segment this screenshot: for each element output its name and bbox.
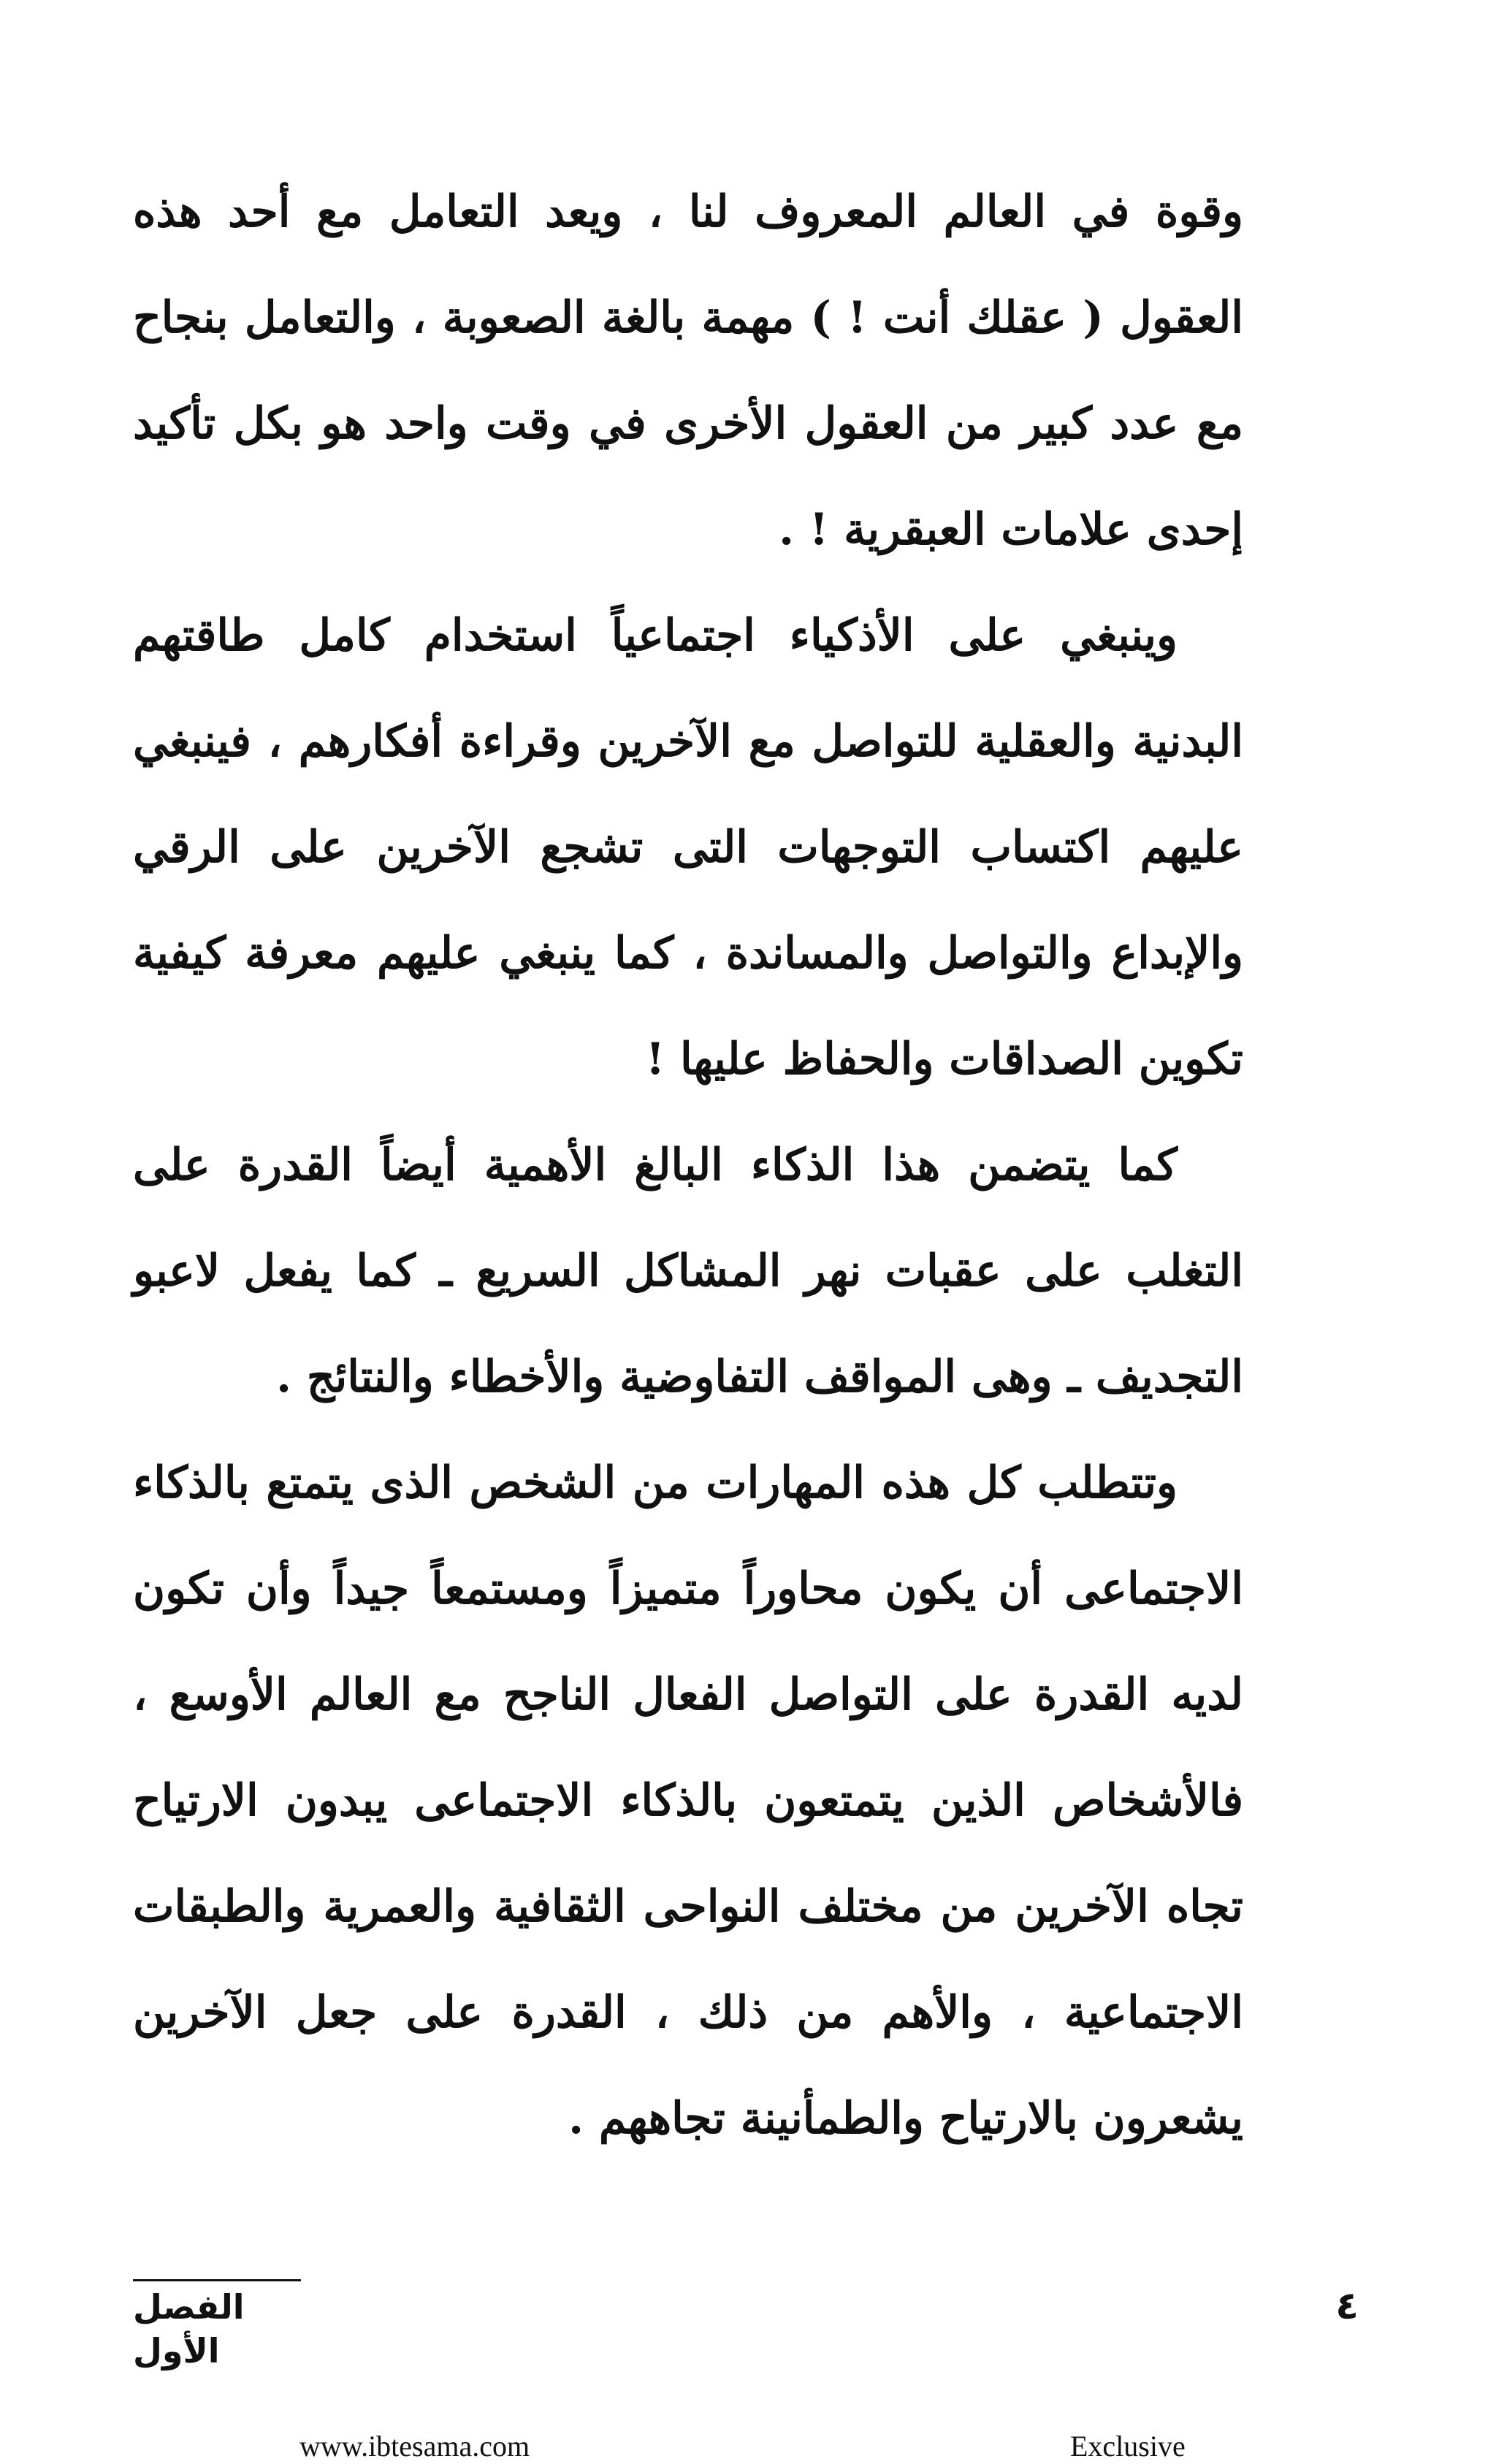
chapter-title: الفصل الأول — [133, 2287, 245, 2370]
paragraph-overcoming-obstacles: كما يتضمن هذا الذكاء البالغ الأهمية أيضاً القدرة على التغلب على عقبات نهر المشاكل السريع ـ كما يفعل لاعبو التجديف ـ وهى المواقف التفاوضية والأخطاء والنتائج . — [133, 1140, 1243, 1403]
paragraph-social-intelligence: وينبغي على الأذكياء اجتماعياً استخدام كامل طاقتهم البدنية والعقلية للتواصل مع الآخرين وقراءة أفكارهم ، فينبغي عليهم اكتساب التوجهات التى تشجع الآخرين على الرقي والإبداع والتواصل والمساندة ، كما ينبغي عليهم معرفة كيفية تكوين الصداقات والحفاظ عليها ! — [133, 610, 1243, 1085]
paragraph-continuation: وقوة في العالم المعروف لنا ، ويعد التعامل مع أحد هذه العقول ( عقلك أنت ! ) مهمة بالغة الصعوبة ، والتعامل بنجاح مع عدد كبير من العقول الأخرى في وقت واحد هو بكل تأكيد إحدى علامات العبقرية ! . — [133, 186, 1243, 555]
paragraph-skills-required: وتتطلب كل هذه المهارات من الشخص الذى يتمتع بالذكاء الاجتماعى أن يكون محاوراً متميزاً ومستمعاً جيداً وأن تكون لديه القدرة على التواصل الفعال الناجح مع العالم الأوسع ، فالأشخاص الذين يتمتعون بالذكاء الاجتماعى يبدون الارتياح تجاه الآخرين من مختلف النواحى الثقافية والعمرية والطبقات الاجتماعية ، والأهم من ذلك ، القدرة على جعل الآخرين يشعرون بالارتياح والطمأنينة تجاههم . — [133, 1457, 1243, 2144]
body-text — [133, 159, 1243, 2172]
website-footer: www.ibtesama.com — [299, 2430, 530, 2463]
exclusive-footer: Exclusive — [1070, 2430, 1186, 2463]
page-number: ٤ — [1335, 2284, 1359, 2328]
chapter-divider — [133, 2279, 301, 2281]
